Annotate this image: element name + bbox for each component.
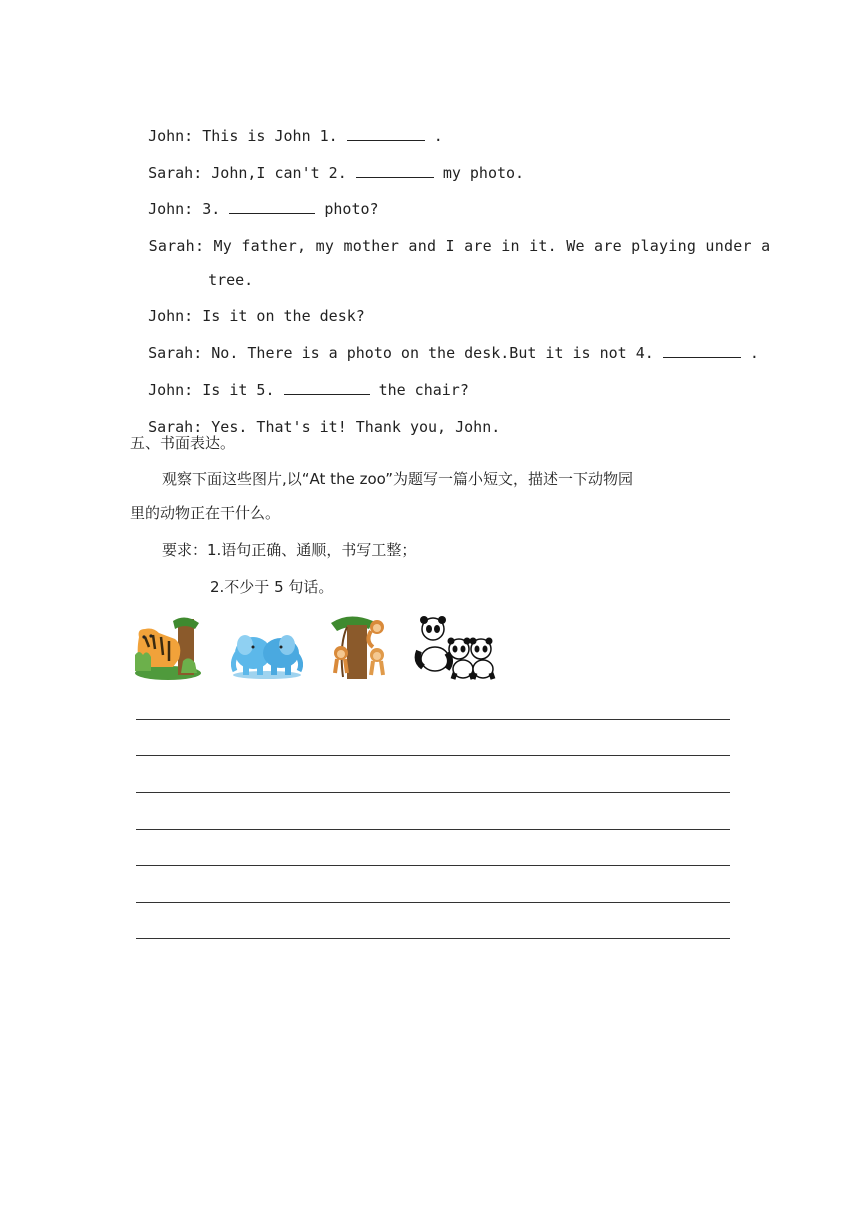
answer-blank-3[interactable] xyxy=(229,199,315,214)
writing-line-4[interactable] xyxy=(136,829,730,830)
line-text: . xyxy=(749,344,759,362)
speaker: John: xyxy=(148,127,194,145)
speaker: Sarah: xyxy=(148,418,203,436)
writing-line-1[interactable] xyxy=(136,719,730,720)
answer-blank-2[interactable] xyxy=(356,163,434,178)
dialogue-line-7 xyxy=(130,360,469,400)
line-text: John,I can't 2. xyxy=(211,164,347,182)
line-text: No. There is a photo on the desk.But it is not 4. xyxy=(211,344,654,362)
line-text: Is it 5. xyxy=(202,381,275,399)
writing-line-3[interactable] xyxy=(136,792,730,793)
line-text: my photo. xyxy=(442,164,525,182)
dialogue-line-2 xyxy=(130,143,524,183)
answer-blank-1[interactable] xyxy=(347,126,425,141)
line-text: Is it on the desk? xyxy=(202,307,365,325)
requirement-1: 要求：1.语句正确、通顺，书写工整； xyxy=(162,541,417,559)
line-text: . xyxy=(433,127,443,145)
monkey-icon xyxy=(329,615,395,681)
requirement-2: 2.不少于 5 句话。 xyxy=(210,578,334,596)
answer-blank-5[interactable] xyxy=(284,380,370,395)
panda-icon xyxy=(413,615,497,681)
line-text: the chair? xyxy=(378,381,469,399)
tiger-icon xyxy=(133,615,203,681)
speaker: John: xyxy=(148,381,194,399)
line-text: tree. xyxy=(208,271,254,289)
dialogue-line-1 xyxy=(130,106,443,146)
writing-line-5[interactable] xyxy=(136,865,730,866)
writing-line-2[interactable] xyxy=(136,755,730,756)
writing-line-7[interactable] xyxy=(136,938,730,939)
dialogue-line-5 xyxy=(130,286,365,326)
speaker: Sarah: xyxy=(148,237,205,255)
answer-blank-4[interactable] xyxy=(663,343,741,358)
instruction-line-2: 里的动物正在干什么。 xyxy=(130,504,281,522)
speaker: Sarah: xyxy=(148,344,203,362)
dialogue-line-4-cont xyxy=(190,250,253,290)
line-text: photo? xyxy=(324,200,379,218)
speaker: John: xyxy=(148,307,194,325)
line-text: This is John 1. xyxy=(202,127,338,145)
dialogue-line-6 xyxy=(130,323,759,363)
speaker: John: xyxy=(148,200,194,218)
line-text: My father, my mother and I are in it. We are playing under a xyxy=(213,237,771,255)
section-heading: 五、书面表达。 xyxy=(130,434,236,452)
writing-line-6[interactable] xyxy=(136,902,730,903)
instruction-line-1: 观察下面这些图片,以“At the zoo”为题写一篇小短文，描述一下动物园 xyxy=(162,470,634,488)
dialogue-line-8 xyxy=(130,397,500,437)
dialogue-line-3 xyxy=(130,179,379,219)
speaker: Sarah: xyxy=(148,164,203,182)
line-text: Yes. That's it! Thank you, John. xyxy=(211,418,501,436)
elephant-icon xyxy=(231,623,303,679)
line-text: 3. xyxy=(202,200,221,218)
